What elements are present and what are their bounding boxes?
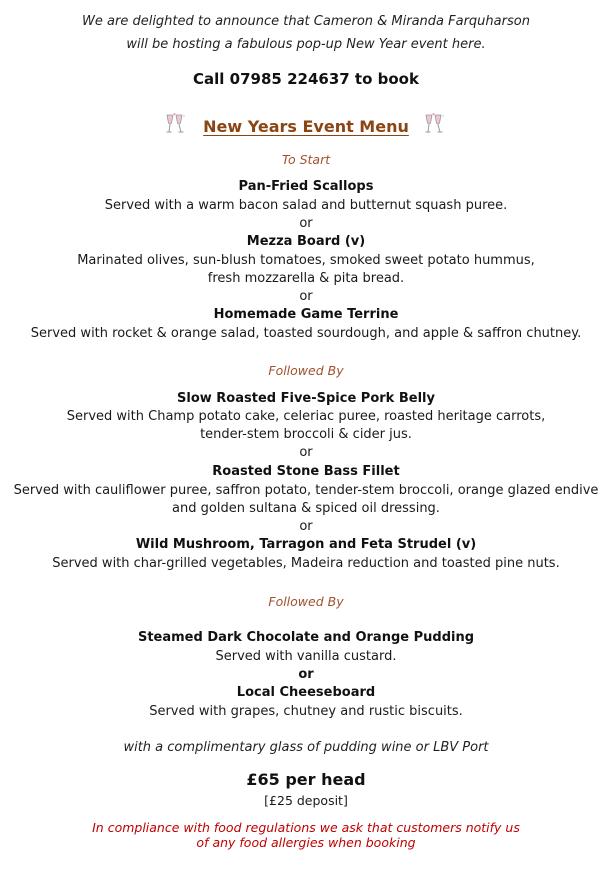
dish-description: Served with char-grilled vegetables, Madeira reduction and toasted pine nuts. (52, 556, 560, 571)
dish-description: Served with grapes, chutney and rustic biscuits. (149, 704, 463, 719)
dish-name: Local Cheeseboard (236, 685, 376, 700)
allergy-notice-line-1: In compliance with food regulations we ask that customers notify us (92, 820, 520, 835)
menu-title: New Years Event Menu (203, 117, 409, 136)
section-heading-desserts: Followed By (268, 594, 344, 609)
dish-name: Steamed Dark Chocolate and Orange Pudding (137, 630, 475, 645)
dish-name: Homemade Game Terrine (213, 307, 399, 322)
dish-name: Wild Mushroom, Tarragon and Feta Strudel (v) (135, 537, 477, 552)
dish-name: Pan-Fried Scallops (238, 179, 374, 194)
dish-description: Marinated olives, sun-blush tomatoes, smoked sweet potato hummus, (77, 253, 535, 268)
price: £65 per head (246, 770, 366, 789)
or-separator: or (298, 667, 314, 682)
complimentary-note: with a complimentary glass of pudding wine or LBV Port (123, 740, 489, 755)
dish-description: fresh mozzarella & pita bread. (207, 271, 405, 286)
dish-name: Roasted Stone Bass Fillet (212, 464, 400, 479)
dish-description: Served with Champ potato cake, celeriac puree, roasted heritage carrots, (66, 409, 546, 424)
dish-description: Served with rocket & orange salad, toasted sourdough, and apple & saffron chutney. (30, 326, 582, 341)
or-separator: or (299, 216, 313, 231)
dish-description: Served with a warm bacon salad and butternut squash puree. (104, 198, 508, 213)
dish-description: and golden sultana & spiced oil dressing. (172, 501, 440, 516)
title-row (0, 112, 612, 142)
intro-line-2: will be hosting a fabulous pop-up New Year event here. (126, 37, 486, 52)
or-separator: or (299, 289, 313, 304)
dish-description: tender-stem broccoli & cider jus. (200, 427, 412, 442)
champagne-glasses-icon (422, 112, 448, 136)
dish-description: Served with cauliflower puree, saffron potato, tender-stem broccoli, orange glazed endive (13, 483, 599, 498)
section-heading-mains: Followed By (268, 363, 344, 378)
dish-name: Mezza Board (v) (246, 234, 366, 249)
section-heading-starters: To Start (281, 152, 331, 167)
deposit: [£25 deposit] (264, 793, 348, 808)
or-separator: or (299, 445, 313, 460)
or-separator: or (299, 519, 313, 534)
dish-description: Served with vanilla custard. (215, 649, 397, 664)
dish-name: Slow Roasted Five-Spice Pork Belly (177, 391, 435, 406)
allergy-notice-line-2: of any food allergies when booking (196, 835, 416, 850)
intro-line-1: We are delighted to announce that Cameron & Miranda Farquharson (82, 14, 530, 29)
booking-phone: Call 07985 224637 to book (193, 70, 419, 88)
